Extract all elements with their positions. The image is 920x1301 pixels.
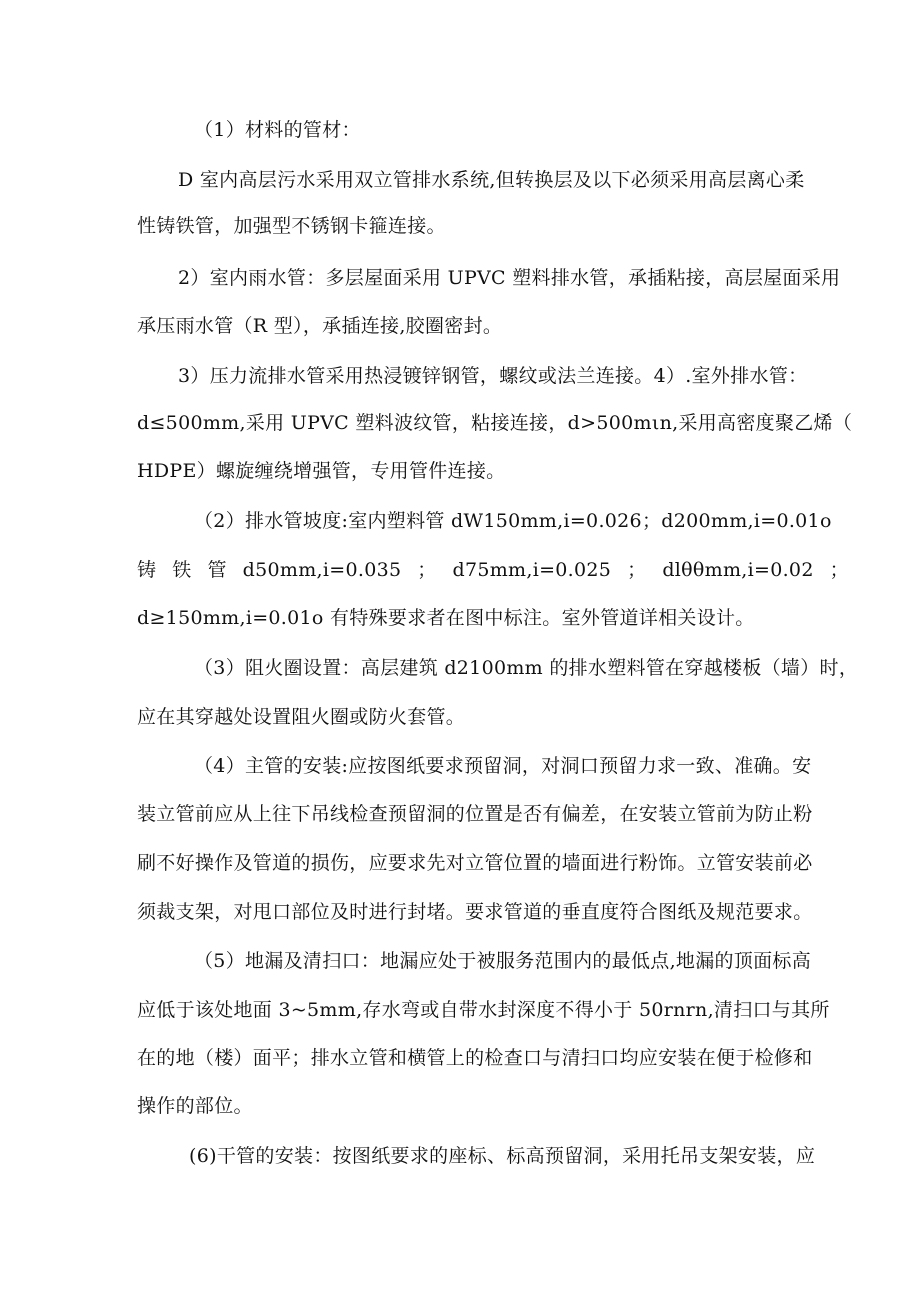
spaced-token: ； (829, 559, 849, 581)
paragraph-line: 承压雨水管（R 型），承插连接,胶圈密封。 (137, 315, 503, 337)
paragraph-line: d≤500mm,采用 UPVC 塑料波纹管，粘接连接，d>500mιn,采用高密度聚乙烯（ (137, 412, 853, 434)
spaced-token: d75mm,i=0.025 (452, 559, 612, 581)
spaced-token: 铸 (137, 559, 157, 581)
paragraph-line: 性铸铁管，加强型不锈钢卡箍连接。 (137, 215, 446, 237)
paragraph-line: 3）压力流排水管采用热浸镀锌钢管，螺纹或法兰连接。4）.室外排水管： (178, 365, 808, 387)
spaced-token: ； (417, 559, 437, 581)
paragraph-line: 在的地（楼）面平；排水立管和横管上的检查口与清扫口均应安装在便于检修和 (137, 1047, 813, 1069)
section-2-heading: （2）排水管坡度:室内塑料管 dW150mm,i=0.026；d200mm,i=0.01o (194, 510, 832, 532)
spaced-token: 管 (207, 559, 227, 581)
spaced-token: dlθθmm,i=0.02 (662, 559, 814, 581)
paragraph-line: 操作的部位。 (137, 1095, 253, 1117)
spaced-token: d50mm,i=0.035 (242, 559, 402, 581)
paragraph-line: HDPE）螺旋缠绕增强管，专用管件连接。 (137, 460, 506, 482)
paragraph-line: 2）室内雨水管：多层屋面采用 UPVC 塑料排水管，承插粘接，高层屋面采用 (178, 267, 841, 289)
spaced-token: ； (627, 559, 647, 581)
section-6-heading: (6)干管的安装：按图纸要求的座标、标高预留洞，采用托吊支架安装，应 (189, 1145, 816, 1167)
spaced-paragraph-line (137, 557, 849, 583)
paragraph-line: d≥150mm,i=0.01o 有特殊要求者在图中标注。室外管道详相关设计。 (137, 607, 755, 629)
section-5-heading: （5）地漏及清扫口：地漏应处于被服务范围内的最低点,地漏的顶面标高 (194, 950, 812, 972)
paragraph-line: 应在其穿越处设置阻火圈或防火套管。 (137, 706, 466, 728)
paragraph-line: 装立管前应从上往下吊线检查预留洞的位置是否有偏差，在安装立管前为防止粉 (137, 803, 813, 825)
paragraph-line: 须裁支架，对甩口部位及时进行封堵。要求管道的垂直度符合图纸及规范要求。 (137, 901, 813, 923)
section-3-heading: （3）阻火圈设置：高层建筑 d2100mm 的排水塑料管在穿越楼板（墙）时， (194, 657, 859, 679)
spaced-token: 铁 (172, 559, 192, 581)
section-4-heading: （4）主管的安装:应按图纸要求预留洞，对洞口预留力求一致、准确。安 (194, 755, 812, 777)
paragraph-line: D 室内高层污水采用双立管排水系统,但转换层及以下必须采用高层离心柔 (178, 169, 805, 191)
paragraph-line: 刷不好操作及管道的损伤，应要求先对立管位置的墙面进行粉饰。立管安装前必 (137, 852, 813, 874)
paragraph-line: 应低于该处地面 3~5mm,存水弯或自带水封深度不得小于 50rnrn,清扫口与其所 (137, 999, 830, 1021)
section-1-heading: （1）材料的管材： (194, 119, 361, 141)
